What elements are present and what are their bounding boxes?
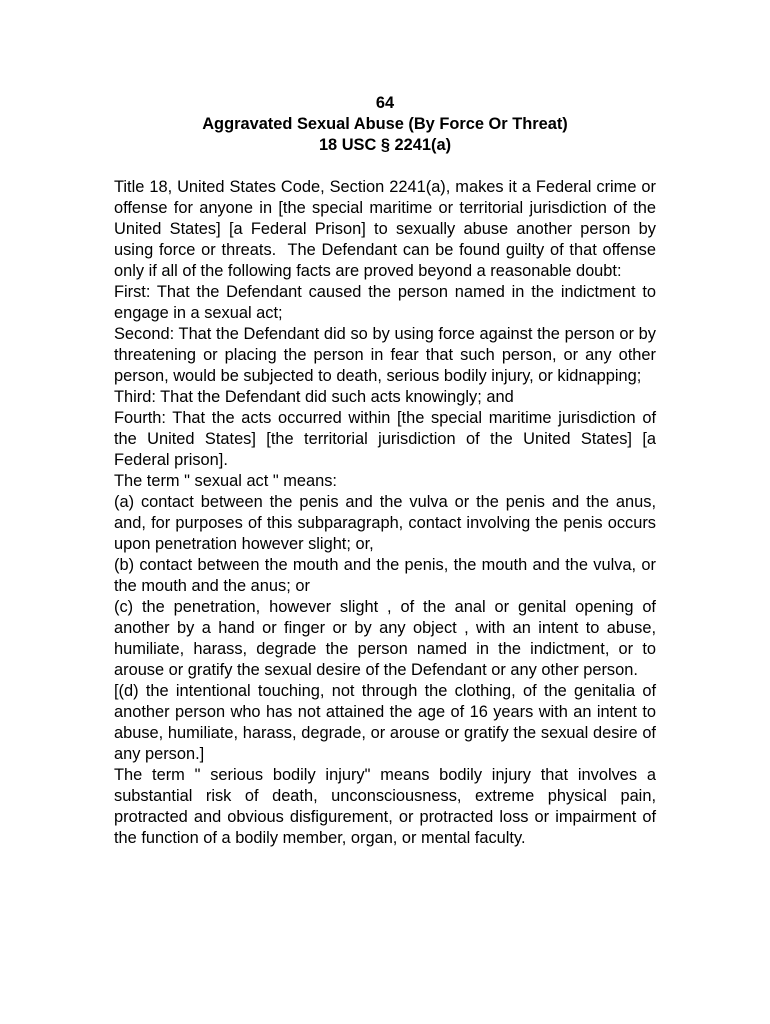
document-body [114, 177, 661, 849]
definition-d: [(d) the intentional touching, not through the clothing, of the genitalia of another person who has not attained the age of 16 years with an intent to abuse, humiliate, harass, degrade, or arouse or gratify the sexual desire of any person.] [114, 682, 661, 763]
element-first: First: That the Defendant caused the person named in the indictment to engage in a sexual act; [114, 283, 661, 322]
serious-bodily-injury-definition: The term " serious bodily injury" means bodily injury that involves a substantial risk of death, unconsciousness, extreme physical pain, protracted and obvious disfigurement, or protracted loss or impairment of the function of a bodily member, organ, or mental faculty. [114, 766, 661, 847]
definition-b: (b) contact between the mouth and the penis, the mouth and the vulva, or the mouth and the anus; or [114, 556, 661, 595]
document-page [114, 93, 661, 849]
statute-citation: 18 USC § 2241(a) [318, 136, 452, 154]
sexual-act-definition-heading: The term " sexual act " means: [114, 472, 337, 490]
document-title: Aggravated Sexual Abuse (By Force Or Threat) [202, 115, 568, 133]
element-second: Second: That the Defendant did so by using force against the person or by threatening or placing the person in fear that such person, or any other person, would be subjected to death, serious bodily injury, or kidnapping; [114, 325, 661, 385]
element-fourth: Fourth: That the acts occurred within [the special maritime jurisdiction of the United States] [the territorial jurisdiction of the United States] [a Federal prison]. [114, 409, 661, 469]
definition-a: (a) contact between the penis and the vulva or the penis and the anus, and, for purposes of this subparagraph, contact involving the penis occurs upon penetration however slight; or, [114, 493, 661, 553]
element-third: Third: That the Defendant did such acts knowingly; and [114, 388, 514, 406]
page-number: 64 [375, 94, 395, 112]
intro-paragraph: Title 18, United States Code, Section 2241(a), makes it a Federal crime or offense for anyone in [the special maritime or territorial jurisdiction of the United States] [a Federal Prison] to sexually abuse another person by using force or threats. The Defendant can be found guilty of that offense only if all of the following facts are proved beyond a reasonable doubt: [114, 178, 661, 280]
definition-c: (c) the penetration, however slight , of the anal or genital opening of another by a hand or finger or by any object , with an intent to abuse, humiliate, harass, degrade the person named in the indictment, or to arouse or gratify the sexual desire of the Defendant or any other person. [114, 598, 661, 679]
document-heading [114, 93, 656, 156]
